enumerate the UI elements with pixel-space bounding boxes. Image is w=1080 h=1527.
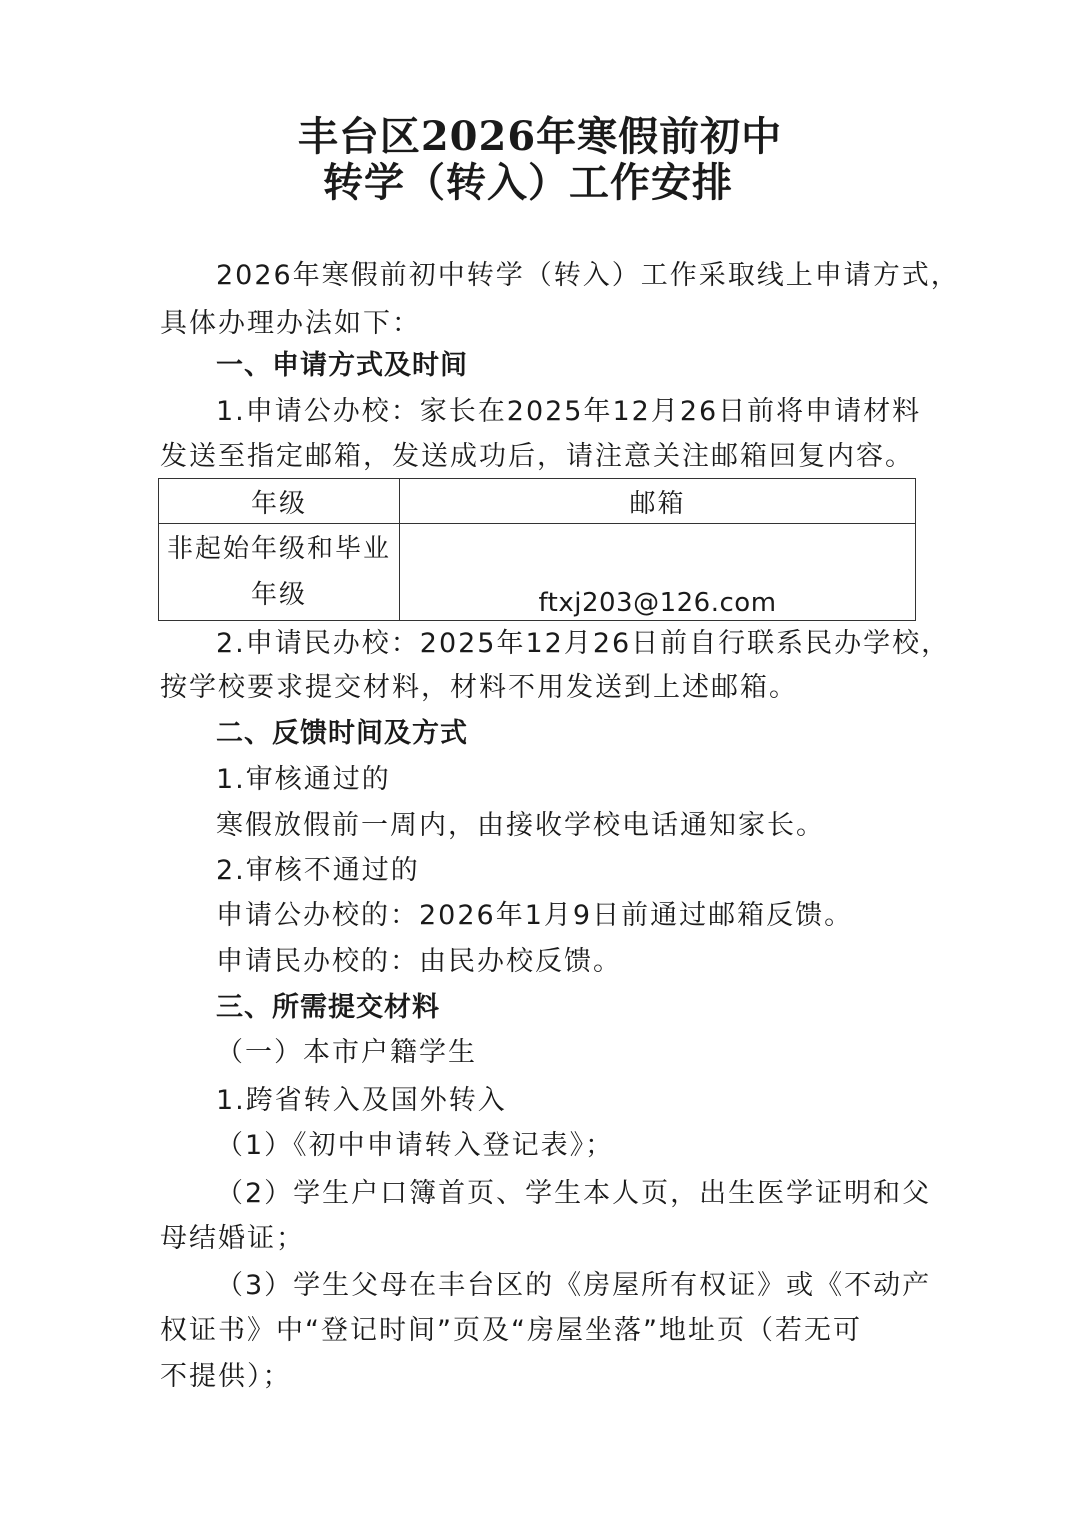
section-1-heading: 一、申请方式及时间 — [216, 350, 468, 381]
section-1-item-2-line-1: 2.申请民办校：2025年12月26日前自行联系民办学校， — [216, 628, 951, 659]
table-cell-grade: 非起始年级和毕业年级 — [159, 524, 400, 621]
section-3-heading: 三、所需提交材料 — [216, 992, 440, 1023]
material-item-3-line-2: 权证书》中“登记时间”页及“房屋坐落”地址页（若无可 — [160, 1315, 862, 1346]
section-3-subheading: （一）本市户籍学生 — [216, 1037, 477, 1068]
material-item-3-line-3: 不提供）； — [160, 1361, 292, 1392]
table-header-grade: 年级 — [159, 479, 400, 524]
section-2-fail-public: 申请公办校的：2026年1月9日前通过邮箱反馈。 — [216, 900, 854, 931]
section-2-fail-title: 2.审核不通过的 — [216, 855, 420, 886]
section-2-pass-text: 寒假放假前一周内，由接收学校电话通知家长。 — [216, 810, 825, 841]
material-item-2-line-1: （2）学生户口簿首页、学生本人页，出生医学证明和父 — [216, 1178, 932, 1209]
section-2-pass-title: 1.审核通过的 — [216, 764, 391, 795]
material-item-1: （1）《初中申请转入登记表》； — [216, 1130, 615, 1161]
section-2-fail-private: 申请民办校的：由民办校反馈。 — [216, 946, 622, 977]
table-cell-email: ftxj203@126.com — [400, 524, 916, 621]
section-3-category-1: 1.跨省转入及国外转入 — [216, 1085, 507, 1116]
section-1-item-2-line-2: 按学校要求提交材料，材料不用发送到上述邮箱。 — [160, 672, 798, 703]
material-item-2-line-2: 母结婚证； — [160, 1223, 305, 1254]
table-header-row — [159, 479, 916, 524]
intro-line-2: 具体办理办法如下： — [160, 308, 421, 339]
section-1-item-1-line-2: 发送至指定邮箱，发送成功后，请注意关注邮箱回复内容。 — [160, 441, 914, 472]
section-2-heading: 二、反馈时间及方式 — [216, 718, 468, 749]
material-item-3-line-1: （3）学生父母在丰台区的《房屋所有权证》或《不动产 — [216, 1270, 932, 1301]
table-row — [159, 524, 916, 621]
document-title-line-1: 丰台区2026年寒假前初中 — [297, 113, 783, 160]
email-table — [158, 478, 916, 621]
table-header-email: 邮箱 — [400, 479, 916, 524]
section-1-item-1-line-1: 1.申请公办校：家长在2025年12月26日前将申请材料 — [216, 396, 922, 427]
intro-line-1: 2026年寒假前初中转学（转入）工作采取线上申请方式， — [216, 260, 960, 291]
document-title-line-2: 转学（转入）工作安排 — [323, 159, 733, 206]
